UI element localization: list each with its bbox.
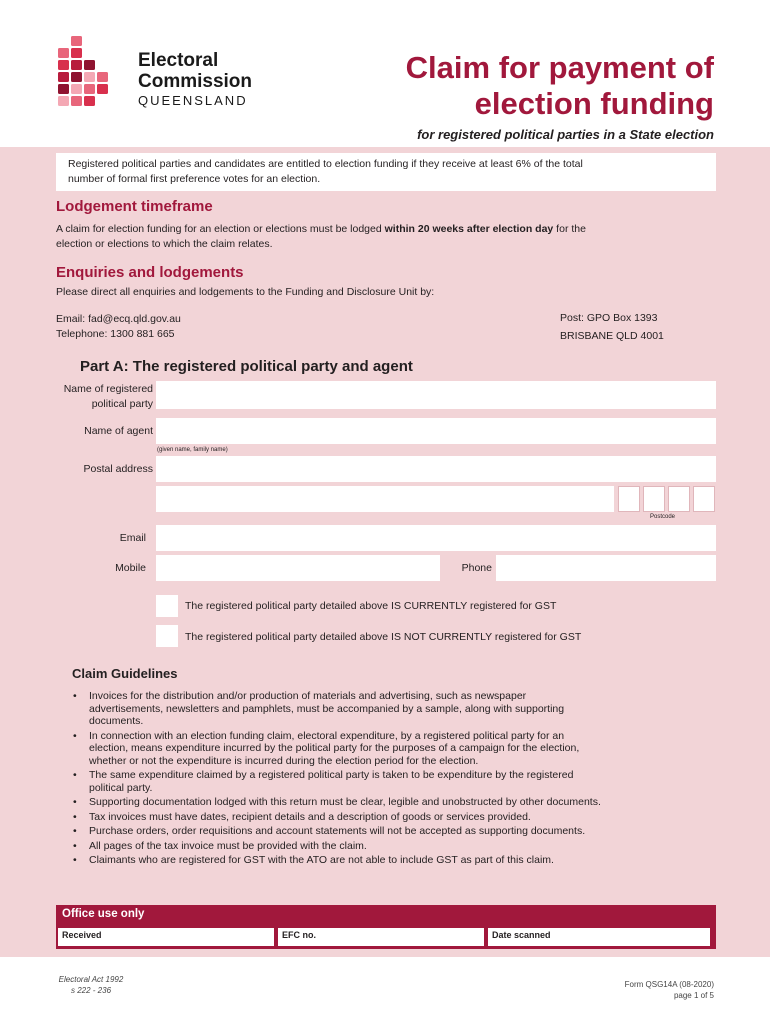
footer-act-line-2: s 222 - 236 (70, 986, 112, 995)
logo-line-2: Commission (138, 71, 253, 92)
logo-square (58, 96, 69, 106)
logo-square (58, 84, 69, 94)
enquiries-post-line-1: Post: GPO Box 1393 (560, 312, 658, 324)
guideline-item (72, 730, 722, 768)
logo-square (84, 60, 95, 70)
gst-not-registered-label: The registered political party detailed above IS NOT CURRENTLY registered for GST (185, 631, 582, 643)
form-title-line-1: Claim for payment of (405, 50, 714, 85)
logo-square (97, 72, 108, 82)
enquiries-heading: Enquiries and lodgements (56, 264, 244, 281)
logo-square (84, 72, 95, 82)
guideline-item (72, 769, 722, 794)
lodgement-text-after: for the (553, 223, 586, 235)
party-name-input[interactable] (156, 381, 716, 409)
postal-address-line-2-input[interactable] (156, 486, 614, 512)
guideline-line: documents. (89, 715, 144, 727)
postcode-digit-1[interactable] (618, 486, 640, 512)
guideline-line: election, means expenditure incurred by the political party for the purposes of a campaign for the election, (89, 742, 580, 754)
form-subtitle: for registered political parties in a State election (417, 127, 714, 142)
part-a-heading: Part A: The registered political party and agent (80, 358, 413, 375)
guideline-line: • Invoices for the distribution and/or production of materials and advertising, such as newspaper (89, 690, 527, 702)
guideline-line: • Tax invoices must have dates, recipient details and a description of goods or services provided. (89, 810, 531, 823)
enquiries-text: Please direct all enquiries and lodgements to the Funding and Disclosure Unit by: (56, 286, 435, 298)
enquiries-telephone: Telephone: 1300 881 665 (56, 328, 175, 340)
phone-label: Phone (461, 562, 492, 574)
postcode-digit-2[interactable] (643, 486, 665, 512)
agent-name-input[interactable] (156, 418, 716, 444)
email-input[interactable] (156, 525, 716, 551)
enquiries-contact (56, 312, 356, 342)
logo-square (84, 84, 95, 94)
postcode-digit-4[interactable] (693, 486, 715, 512)
guideline-item (72, 811, 722, 824)
footer-act-reference (56, 974, 126, 996)
lodgement-heading: Lodgement timeframe (56, 198, 213, 215)
postcode-digit-3[interactable] (668, 486, 690, 512)
lodgement-text-bold: within 20 weeks after election day (384, 223, 554, 235)
logo-line-1: Electoral (138, 50, 219, 71)
efc-number-label: EFC no. (282, 930, 316, 940)
logo-square (71, 60, 82, 70)
ecq-logo-icon (56, 34, 124, 110)
footer-form-line-1: Form QSG14A (08-2020) (624, 980, 714, 989)
logo-square (71, 96, 82, 106)
lodgement-line-2: election or elections to which the claim relates. (56, 238, 273, 250)
agent-name-hint: (given name, family name) (157, 447, 228, 453)
gst-not-registered-checkbox[interactable] (156, 625, 178, 647)
form-title (334, 50, 714, 122)
enquiries-email: Email: fad@ecq.qld.gov.au (56, 313, 181, 325)
enquiries-post-line-2: BRISBANE QLD 4001 (560, 330, 664, 342)
gst-registered-label: The registered political party detailed above IS CURRENTLY registered for GST (185, 600, 557, 612)
gst-registered-checkbox[interactable] (156, 595, 178, 617)
office-use-section (56, 905, 716, 949)
received-cell (58, 928, 274, 946)
guideline-line: political party. (89, 781, 153, 794)
logo-square (71, 36, 82, 46)
guideline-line: advertisements, newsletters and pamphlets, must be accompanied by a sample, along with supporting (89, 702, 565, 715)
office-use-title: Office use only (62, 908, 145, 920)
guideline-line: • Claimants who are registered for GST with the ATO are not able to include GST as part of this claim. (89, 854, 554, 866)
postal-address-line-1-input[interactable] (156, 456, 716, 482)
efc-number-cell (278, 928, 484, 946)
guideline-item (72, 854, 722, 867)
party-name-label-line-1: Name of registered (63, 383, 153, 395)
footer-form-reference (625, 979, 714, 1001)
form-title-line-2: election funding (474, 86, 714, 121)
logo-square (97, 84, 108, 94)
guideline-item (72, 840, 722, 853)
guideline-line: • Purchase orders, order requisitions and account statements will not be accepted as supporting documents. (89, 825, 586, 837)
postal-address-label: Postal address (83, 463, 153, 475)
guideline-line: • All pages of the tax invoice must be provided with the claim. (89, 839, 367, 852)
enquiries-post (560, 309, 720, 345)
claim-guidelines-list (72, 690, 722, 869)
mobile-input[interactable] (156, 555, 440, 581)
logo-line-3: QUEENSLAND (138, 93, 248, 108)
lodgement-text (56, 222, 716, 252)
claim-guidelines-heading: Claim Guidelines (72, 666, 178, 681)
logo-square (71, 84, 82, 94)
mobile-label: Mobile (115, 562, 146, 574)
intro-line-1: Registered political parties and candidates are entitled to election funding if they receive at least 6% of the total (68, 158, 583, 170)
party-name-label-line-2: political party (91, 398, 153, 410)
logo-square (58, 72, 69, 82)
date-scanned-label: Date scanned (492, 930, 551, 940)
intro-line-2: number of formal first preference votes for an election. (68, 173, 321, 185)
logo-square (71, 48, 82, 58)
guideline-line: • Supporting documentation lodged with this return must be clear, legible and unobstructed by other documents. (89, 796, 601, 808)
logo-text (138, 50, 252, 110)
logo-square (58, 48, 69, 58)
date-scanned-cell (488, 928, 710, 946)
phone-input[interactable] (496, 555, 716, 581)
email-label: Email (119, 532, 146, 544)
lodgement-text-before: A claim for election funding for an election or elections must be lodged (56, 223, 385, 235)
logo-square (58, 60, 69, 70)
logo-square (71, 72, 82, 82)
guideline-line: • In connection with an election funding claim, electoral expenditure, by a registered political party for an (89, 729, 565, 742)
footer-form-line-2: page 1 of 5 (673, 991, 714, 1000)
footer-act-line-1: Electoral Act 1992 (58, 975, 124, 984)
guideline-line: whether or not the expenditure is incurred during the election period for the election. (89, 754, 479, 767)
guideline-item (72, 796, 722, 809)
logo-square (84, 96, 95, 106)
guideline-item (72, 690, 722, 728)
agent-name-label: Name of agent (84, 425, 153, 437)
guideline-item (72, 825, 722, 838)
postcode-label: Postcode (650, 514, 676, 520)
intro-box (56, 153, 716, 191)
received-label: Received (62, 930, 102, 940)
guideline-line: • The same expenditure claimed by a registered political party is taken to be expenditure by the registered (89, 769, 574, 781)
party-name-label (30, 382, 153, 412)
